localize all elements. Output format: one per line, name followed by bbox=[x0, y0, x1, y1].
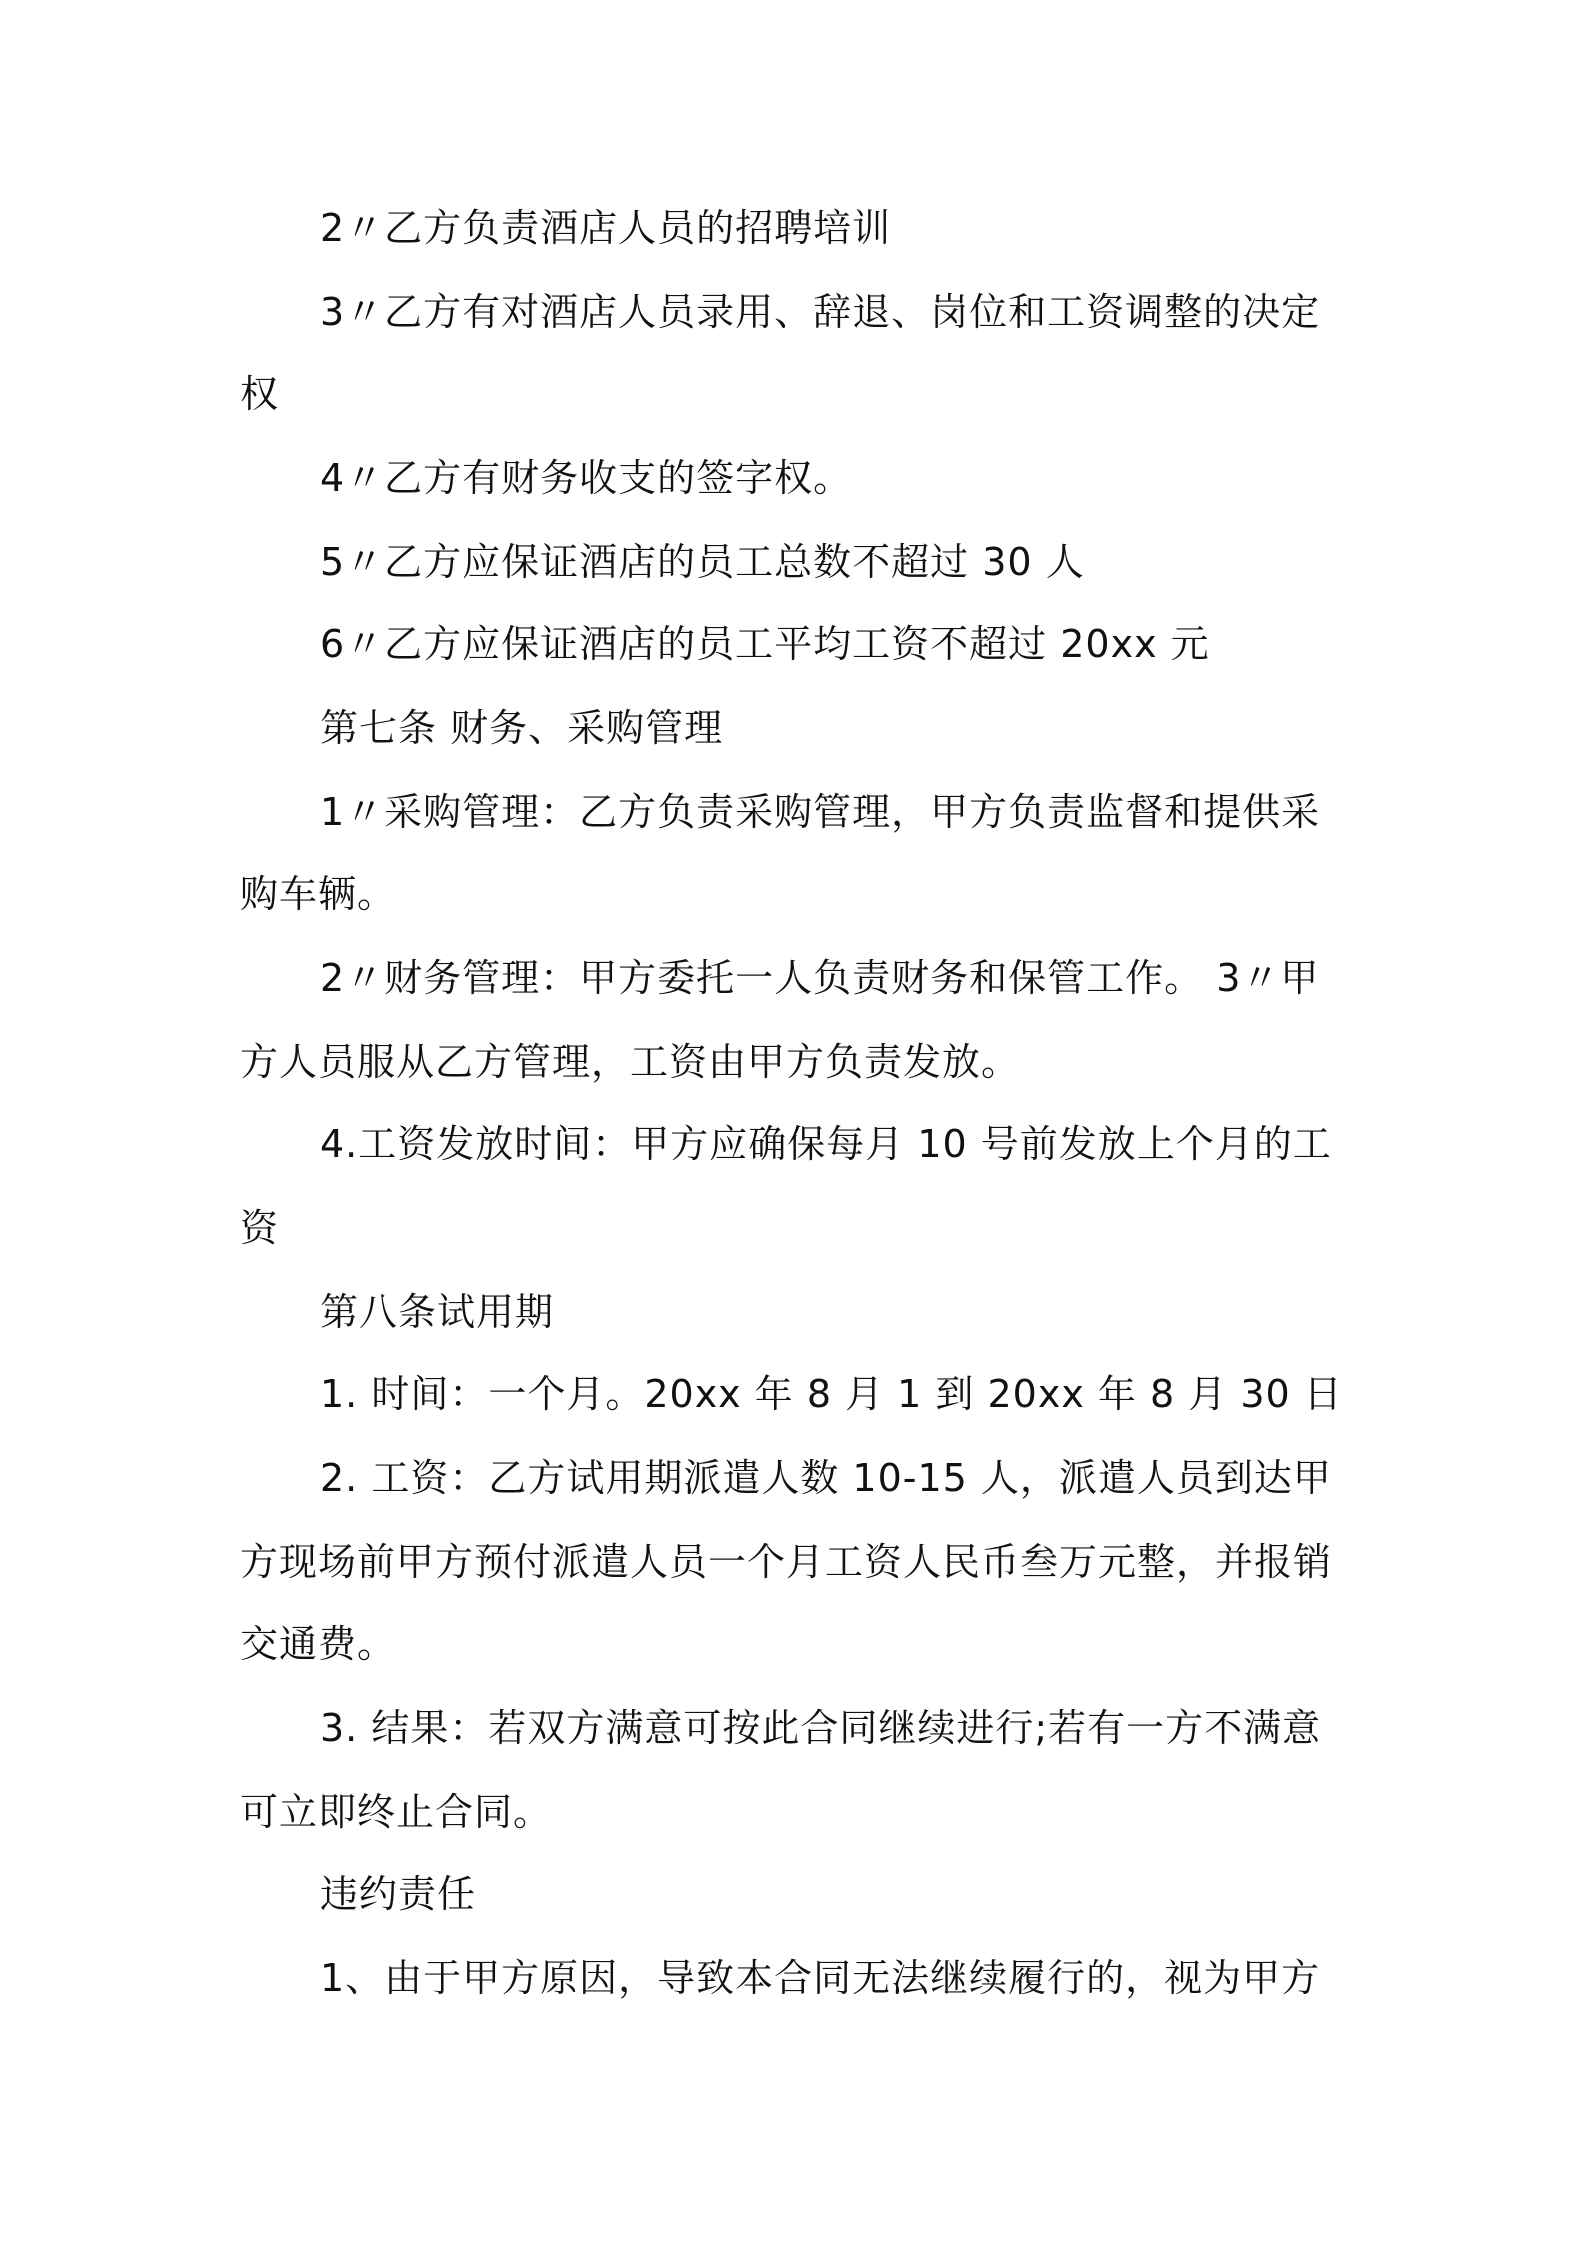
clause-line: 2. 工资：乙方试用期派遣人数 10-15 人，派遣人员到达甲 bbox=[320, 1456, 1332, 1500]
clause-line: 方人员服从乙方管理，工资由甲方负责发放。 bbox=[240, 1040, 1021, 1084]
clause-line: 6〃乙方应保证酒店的员工平均工资不超过 20xx 元 bbox=[320, 622, 1210, 666]
clause-line: 方现场前甲方预付派遣人员一个月工资人民币叁万元整，并报销 bbox=[240, 1540, 1333, 1584]
clause-line: 3. 结果：若双方满意可按此合同继续进行;若有一方不满意 bbox=[320, 1706, 1322, 1750]
clause-line: 4〃乙方有财务收支的签字权。 bbox=[320, 456, 853, 500]
clause-line: 权 bbox=[240, 372, 280, 416]
clause-line: 1〃采购管理：乙方负责采购管理，甲方负责监督和提供采 bbox=[320, 790, 1321, 834]
section-heading: 第八条试用期 bbox=[320, 1290, 555, 1334]
clause-line: 购车辆。 bbox=[240, 872, 397, 916]
clause-line: 1、由于甲方原因，导致本合同无法继续履行的，视为甲方 bbox=[320, 1956, 1321, 2000]
clause-line: 2〃乙方负责酒店人员的招聘培训 bbox=[320, 206, 892, 250]
clause-line: 可立即终止合同。 bbox=[240, 1790, 553, 1834]
section-heading: 第七条 财务、采购管理 bbox=[320, 706, 724, 750]
clause-line: 3〃乙方有对酒店人员录用、辞退、岗位和工资调整的决定 bbox=[320, 290, 1321, 334]
clause-line: 1. 时间：一个月。20xx 年 8 月 1 到 20xx 年 8 月 30 日 bbox=[320, 1372, 1343, 1416]
clause-line: 资 bbox=[240, 1206, 280, 1250]
clause-line: 2〃财务管理：甲方委托一人负责财务和保管工作。 3〃甲 bbox=[320, 956, 1320, 1000]
clause-line: 交通费。 bbox=[240, 1622, 397, 1666]
clause-line: 5〃乙方应保证酒店的员工总数不超过 30 人 bbox=[320, 540, 1085, 584]
clause-line: 4.工资发放时间：甲方应确保每月 10 号前发放上个月的工 bbox=[320, 1122, 1332, 1166]
section-heading: 违约责任 bbox=[320, 1872, 477, 1916]
